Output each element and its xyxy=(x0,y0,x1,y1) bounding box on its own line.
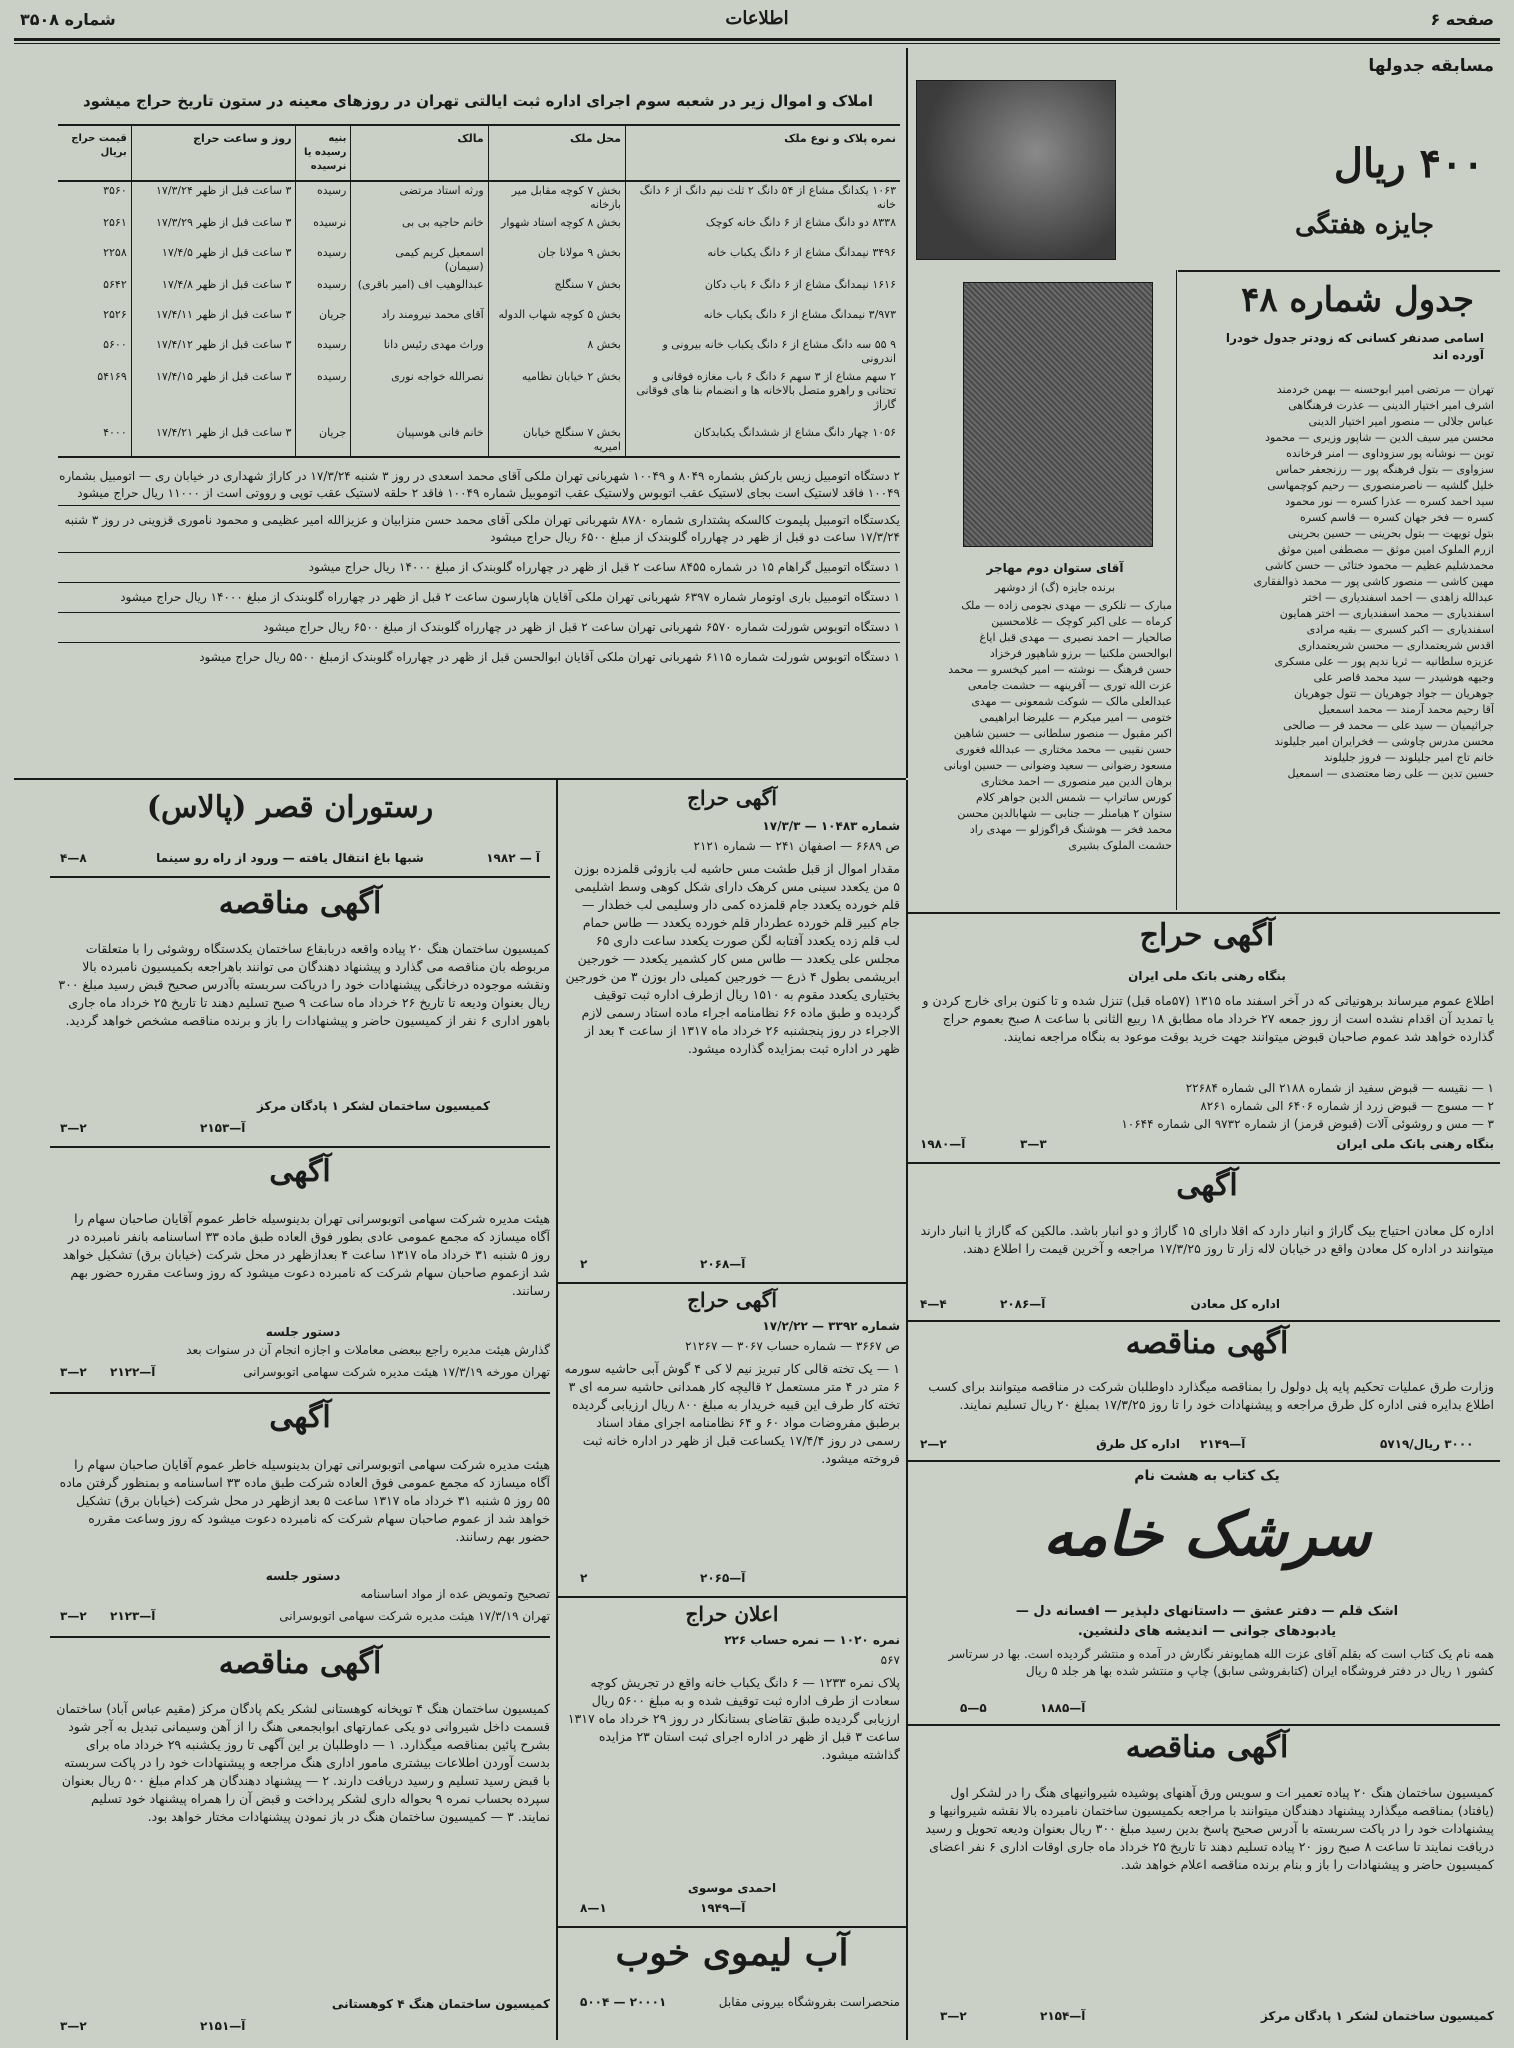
auction-note: یکدستگاه اتومبیل پلیموت کالسکه پشتداری شماره ۸۷۸۰ شهربانی تهران ملکی آقای محمد حسن منزابیان و عزیزالله امیر عظیمی و محمود ناموری قزوینی در روز ۳ شنبه ۱۷/۳/۲۴ ساعت دو قبل از ظهر در چهارراه گلوبندک از مبلغ ۶۵۰۰ ریال حراج میشود xyxy=(58,506,900,553)
table-cell: ۵۶۴۲ xyxy=(103,278,127,291)
photo-subcaption: برنده جایزه (گ) از دوشهر xyxy=(994,581,1116,594)
bank-auction-subtitle: بنگاه رهنی بانک ملی ایران xyxy=(1128,969,1286,983)
bank-auction-item: ۳ — مس و روشوئی آلات (قبوض قرمز) از شماره ۹۷۳۲ الی شماره ۱۰۶۴۴ xyxy=(1121,1117,1494,1131)
notice-2-title: آگهی xyxy=(269,1400,331,1435)
solver-line: توبن — نوشانه پور سزوداوی — امنر فرخانده xyxy=(1286,447,1494,460)
table-cell: بخش ۲ خیابان نظامیه xyxy=(488,368,625,424)
table-row xyxy=(58,424,900,456)
table-cell: رسیده xyxy=(296,181,351,214)
puzzle-table-title: جدول شماره ۴۸ xyxy=(1241,280,1474,320)
auction-note: ۱ دستگاه اتوبوس شورلت شماره ۶۱۱۵ شهربانی تهران ملکی آقایان ابوالحسن قبل از ظهر در چهارراه گلوبندک ازمبلغ ۵۵۰۰ ریال حراج میشود xyxy=(199,650,900,664)
solver-line: خلیل گلشیه — ناصرمنصوری — رحیم کوچمهاسی xyxy=(1267,479,1494,492)
winner-photo xyxy=(963,282,1153,547)
table-cell: ۱۰۵۶ چهار دانگ مشاع از ششدانگ یکبابدکان xyxy=(625,424,900,456)
section-rule xyxy=(908,1162,1500,1164)
solver-line: مبارک — تلکری — مهدی نجومی زاده — ملک xyxy=(961,599,1172,612)
table-cell: ۴۰۰۰ xyxy=(103,426,127,439)
auction-ad-1 xyxy=(564,786,900,810)
table-cell: خانم فانی هوسپیان xyxy=(351,424,488,456)
notice-2-agenda: تصحیح وتمویض عده از مواد اساسنامه xyxy=(360,1587,550,1601)
ad-code: آ—۲۱۵۳ xyxy=(200,1121,246,1135)
notice-1-title: آگهی xyxy=(269,1154,331,1189)
solver-line: تهران — مرتضی امیر ابوحسنه — بهمن خردمند xyxy=(1276,383,1494,396)
prize-label: جایزه هفتگی xyxy=(1295,210,1434,240)
ad-range: ۴—۴ xyxy=(920,1297,947,1311)
section-rule xyxy=(908,1724,1500,1726)
solver-line: ابوالحسن ملکنیا — برزو شاهپور فرخزاد xyxy=(989,647,1172,660)
auction-note: ۲ دستگاه اتومبیل زیس بارکش بشماره ۸۰۴۹ و ۱۰۰۴۹ شهربانی تهران ملکی آقای محمد اسعدی در روز ۳ شنبه ۱۷/۳/۲۴ در کاراژ شهداری در خیابان ری — اتومبیل بشماره ۱۰۰۴۹ فاقد لاستیک است بجای لاستیک عقب اتوبوس ولاستیک عقب اتوموبیل شماره ۱۰۰۴۹ فاقد ۲ حلقه لاستیک عقب توپی و رووتی است از ۱۱۰۰۰ ریال حراج میشود xyxy=(58,465,900,506)
ad-range: ۲—۳ xyxy=(60,1609,87,1623)
ad-code: آ—۲۱۴۹ xyxy=(1200,1437,1246,1451)
table-row xyxy=(58,244,900,276)
solver-line: حسین تدین — علی رضا معتضدی — اسمعیل xyxy=(1287,767,1494,780)
solver-line: بتول تویهت — بتول بحرینی — حسین بحرینی xyxy=(1287,527,1494,540)
table-row xyxy=(58,306,900,336)
ad-range: ۲—۳ xyxy=(60,2019,87,2033)
ad-code: آ—۲۱۲۲ xyxy=(110,1365,156,1379)
table-cell: رسیده xyxy=(296,244,351,276)
solver-line: سزواوی — بتول فرهنگه پور — رزنجعفر حماس xyxy=(1275,463,1494,476)
tender-1-sign: کمیسیون ساختمان لشکر ۱ پادگان مرکز xyxy=(256,1099,490,1113)
table-cell: ۸۳۳۸ دو دانگ مشاع از ۶ دانگ خانه کوچک xyxy=(625,214,900,244)
solver-line: وجیهه هوشیدر — سید محمد قاصر علی xyxy=(1313,671,1494,684)
auction-ad-1-number: شماره ۱۰۴۸۳ — ۱۷/۳/۳ xyxy=(762,819,900,833)
notice-2-sign: تهران ۱۷/۳/۱۹ هیئت مدیره شرکت سهامی اتوبوسرانی xyxy=(279,1609,550,1623)
table-cell: بخش ۸ xyxy=(488,336,625,368)
section-rule xyxy=(50,1392,550,1394)
table-cell: ۲ سهم مشاع از ۳ سهم ۶ دانگ ۶ باب مغازه فوقانی و تحتانی و راهرو متصل بالاخانه ها و انضمام بنا های فوقانی گاراژ xyxy=(625,368,900,424)
solver-line: صالحیار — احمد نصیری — مهدی قبل ایاغ xyxy=(979,631,1172,644)
mines-notice-body: اداره کل معادن احتیاج بیک گاراژ و انبار دارد که اقلا دارای ۱۵ گاراژ و دو انبار باشد. مالکین که گاراژ یا انبار دارند میتوانند در اداره کل معادن واقع در خیابان لاله زار تا روز ۱۷/۳/۲۵ مراجعه و آخرین قیمت را اطلاع دهند. xyxy=(920,1223,1494,1256)
section-rule xyxy=(50,1146,550,1148)
table-cell: رسیده xyxy=(296,336,351,368)
auction-table-header-row xyxy=(58,126,900,181)
solver-line: اقدس شریعتمداری — محسن شریعتمداری xyxy=(1298,639,1494,652)
book-ad-names: یادبودهای جوانی — اندیشه های دلنشین. xyxy=(1077,1624,1337,1639)
solver-line: کورس ساتراپ — شمس الدین جواهر کلام xyxy=(976,791,1172,804)
header-rule xyxy=(14,38,1500,41)
ad-code: آ—۱۹۴۹ xyxy=(700,1901,746,1915)
solver-line: جوهریان — جواد جوهریان — تتول جوهریان xyxy=(1293,687,1494,700)
bank-auction-item: ۱ — نقیسه — قبوض سفید از شماره ۲۱۸۸ الی شماره ۲۲۶۸۴ xyxy=(1185,1081,1494,1095)
newspaper-name: اطلاعات xyxy=(725,8,789,29)
solver-line: آقا رحیم محمد آرمند — محمد اسمعیل xyxy=(1318,703,1494,716)
solver-line: عبدالعلی مالک — شوکت شمعونی — مهدی xyxy=(971,695,1172,708)
restaurant-title: رستوران قصر (پالاس) xyxy=(146,790,434,825)
auction-notes xyxy=(58,465,900,672)
table-cell: ۲۵۶۱ xyxy=(103,216,127,229)
table-cell: ۳۴۹۶ نیمدانگ مشاع از ۶ دانگ یکباب خانه xyxy=(625,244,900,276)
auction-ad-1-body: مقدار اموال از قبل طشت مس حاشیه لب بازوئی قلمزده بوزن ۵ من یکعدد سینی مس کرهک دارای شکل کوهی وسط اشلیمی قلم خورده یکعدد جام قلمزده کمی دار وسلیمی لب خطدار — جام کبیر قلم خورده عطردار قلم خورده یکعدد — طاس حمام لب قلم زده یکعدد آفتابه لگن صورت یکعدد ساعت داری ۶۵ مجلس علی یکعدد — طاس مس کار کشمیر یکعدد — خورجین ابریشمی بطول ۴ ذرع — خورجین کمیلی دار بوزن ۳ من خورجین بختیاری یکعدد مقوم به ۱۵۱۰ ریال ازطرف اداره ثبت توقیف گردیده و طبق ماده ۶۶ نظامنامه اجراء ماده استاد رسمی لازم الاجراء در روز پنجشنبه ۲۶ خرداد ماه ۱۳۱۷ از ساعت ۴ بعد از ظهر در اداره ثبت بمزایده گذارده میشود. xyxy=(565,861,900,1056)
table-cell: نرسیده xyxy=(296,214,351,244)
section-rule xyxy=(50,1636,550,1638)
table-cell: ۲۲۵۸ xyxy=(103,246,127,259)
mines-notice-sign: اداره کل معادن xyxy=(1190,1297,1280,1311)
section-rule xyxy=(908,1320,1500,1322)
ad-code: آ—۲۰۸۶ xyxy=(1000,1297,1046,1311)
roads-tender-extra: ۳۰۰۰ ریال/۵۷۱۹ xyxy=(1380,1437,1474,1451)
auction-note: ۱ دستگاه اتومبیل باری اوتومار شماره ۶۳۹۷ شهربانی تهران ملکی آقایان هاپارسون ساعت ۲ قبل از ظهر در چهارراه گلوبندک از مبلغ ۱۴۰۰۰ ریال حراج میشود xyxy=(58,583,900,613)
table-cell: ۳ ساعت قبل از ظهر ۱۷/۳/۲۴ xyxy=(131,181,296,214)
solver-line: اسفندیاری — محمد اسفندیاری — اختر همایون xyxy=(1279,607,1494,620)
table-cell: ۱۰۶۳ یکدانگ مشاع از ۵۴ دانگ ۲ ثلث نیم دانگ از ۶ دانگ خانه xyxy=(625,181,900,214)
solver-line: جراثیمیان — سید علی — محمد فر — صالحی xyxy=(1283,719,1494,732)
solvers-list-2 xyxy=(916,598,1172,854)
solver-line: محسن میر سیف الدین — شاپور وزیری — محمود xyxy=(1265,431,1494,444)
ad-code: آ—۲۰۶۵ xyxy=(700,1571,746,1585)
ad-range: ۲ xyxy=(580,1571,588,1585)
table-row xyxy=(58,181,900,214)
table-cell: عبدالوهیب اف (امیر باقری) xyxy=(351,276,488,306)
table-cell: جریان xyxy=(296,306,351,336)
column-divider xyxy=(556,780,558,2040)
book-ad-title: سرشک خامه xyxy=(1043,1500,1371,1570)
solver-line: محسن مدرس چاوشی — فخرایران امیر جلیلوند xyxy=(1274,735,1494,748)
table-cell: جریان xyxy=(296,424,351,456)
col-header: نمره پلاک و نوع ملک xyxy=(625,126,900,181)
ad-range: ۵—۵ xyxy=(960,1701,987,1715)
prize-amount: ۴۰۰ ریال xyxy=(1333,140,1484,187)
section-rule xyxy=(908,1460,1500,1462)
bank-auction-sign: بنگاه رهنی بانک ملی ایران xyxy=(1336,1137,1494,1151)
solver-line: ازرم الملوک امین موثق — مصطفی امین موثق xyxy=(1278,543,1494,556)
auction-ad-3-title: اعلان حراج xyxy=(685,1602,779,1626)
roads-tender-sign: اداره کل طرق xyxy=(1096,1437,1180,1451)
solver-line: برهان الدین میر منصوری — احمد مختاری xyxy=(980,775,1172,788)
puzzle-inner-divider xyxy=(1176,270,1177,910)
bank-auction-item: ۲ — مسوج — قبوض زرد از شماره ۶۴۰۶ الی شماره ۸۲۶۱ xyxy=(1200,1099,1494,1113)
table-cell: ۳۵۶۰ xyxy=(103,184,127,197)
col-header: محل ملک xyxy=(488,126,625,181)
notice-2-body: هیئت مدیره شرکت سهامی اتوبوسرانی تهران بدینوسیله خاطر عموم آقایان صاحبان سهام را آگاه میسازد که مجمع عمومی فوق العاده شرکت طبق ماده ۳۳ اساسنامه و بمنظور گرفتن ماده ۵۵ روز ۵ شنبه ۳۱ خرداد ماه ۱۳۱۷ ساعت ۵ بعد ازظهر در محل شرکت (خیابان برق) تشکیل خواهد شد از عموم صاحبان سهام شرکت که نامبرده دعوت میشود که روز وساعت مقرره حضور بهم رسانند. xyxy=(59,1457,550,1544)
tender-3-sign: کمیسیون ساختمان لشکر ۱ پادگان مرکز xyxy=(1260,2009,1494,2023)
solver-line: عزیزه سلطانیه — ثریا ندیم پور — علی مسکری xyxy=(1274,655,1494,668)
auction-ad-1-title: آگهی حراج xyxy=(687,786,777,810)
table-cell: وراث مهدی رئیس دانا xyxy=(351,336,488,368)
col-header: قیمت حراج بریال xyxy=(58,126,131,181)
ad-range: ۲—۳ xyxy=(60,1365,87,1379)
ad-range: ۳—۳ xyxy=(1020,1137,1047,1151)
section-rule xyxy=(50,876,550,878)
auction-table xyxy=(58,124,900,458)
table-row xyxy=(58,214,900,244)
solver-line: خانم تاج امیر جلیلوند — فروز جلیلوند xyxy=(1323,751,1494,764)
solver-line: کسره — فخر جهان کسره — قاسم کسره xyxy=(1300,511,1494,524)
solver-line: محمد فخر — هوشنگ قراگوزلو — مهدی راد xyxy=(969,823,1172,836)
restaurant-subtitle: شبها باغ انتقال یافته — ورود از راه رو سینما xyxy=(156,851,424,865)
mines-notice-title: آگهی xyxy=(1176,1168,1238,1203)
solver-line: حشمت الملوک بشیری xyxy=(1068,839,1172,852)
solver-line: مسعود رضوانی — سعید وضوانی — حسین اوبانی xyxy=(943,759,1172,772)
table-cell: ۵۴۱۶۹ xyxy=(97,370,127,383)
auction-ad-1-ref: ص ۶۶۸۹ — اصفهان ۲۴۱ — شماره ۲۱۲۱ xyxy=(693,839,900,853)
table-cell: بخش ۷ سنگلج خیابان امیریه xyxy=(488,424,625,456)
roads-tender-body: وزارت طرق عملیات تحکیم پایه پل دولول را بمناقصه میگذارد داوطلبان شرکت در مناقصه میتوانند برای کسب اطلاع بدایره فنی اداره کل طرق مراجعه و پیشنهادات خود را تا روز ۱۷/۳/۲۵ بمبلغ ۲۰ ریال تسلیم نمایند. xyxy=(928,1379,1494,1412)
table-cell: ۳ ساعت قبل از ظهر ۱۷/۴/۸ xyxy=(131,276,296,306)
notice-1-body: هیئت مدیره شرکت سهامی اتوبوسرانی تهران بدینوسیله خاطر عموم آقایان صاحبان سهام را آگاه میسازد که مجمع عمومی عادی بطور فوق العاده طبق ماده ۳۳ اساسنامه بانفر نامبرده در روز ۵ شنبه ۳۱ خرداد ماه ۱۳۱۷ ساعت ۴ بعدازظهر در محل شرکت (خیابان برق) تشکیل خواهد شد ازعموم صاحبان سهام شرکت که نامبرده دعوت میشود که روز وساعت مقرره حضور بهم رسانند. xyxy=(62,1211,550,1298)
table-row xyxy=(58,368,900,424)
notice-1-agenda: گذارش هیئت مدیره راجع ببعضی معاملات و اجازه انجام آن در سنوات بعد xyxy=(186,1343,550,1357)
ad-range: ۲ xyxy=(580,1257,588,1271)
cartoon-illustration xyxy=(916,80,1116,260)
ad-code: آ—۱۹۸۰ xyxy=(920,1137,966,1151)
col-header: بنیه رسیده یا نرسیده xyxy=(296,126,351,181)
table-cell: ۳ ساعت قبل از ظهر ۱۷/۴/۲۱ xyxy=(131,424,296,456)
auction-ad-2-number: شماره ۳۳۹۲ — ۱۷/۲/۲۲ xyxy=(762,1319,900,1333)
ad-range: ۲—۳ xyxy=(60,1121,87,1135)
section-rule xyxy=(558,1282,906,1284)
table-cell: اسمعیل کریم کیمی (سیمان) xyxy=(351,244,488,276)
auction-ad-3-body: پلاک نمره ۱۲۳۳ — ۶ دانگ یکباب خانه واقع در تجریش کوچه سعادت از طرف اداره ثبت توقیف شده و به مبلغ ۵۶۰۰ ریال ارزیابی گردیده طبق تقاضای بستانکار در روز ۲۹ خرداد ماه ۱۳۱۷ ساعت ۳ قبل از ظهر در اداره اجرای ثبت استان ۲۳ مزایده گذاشته میشود. xyxy=(567,1675,900,1762)
column-divider xyxy=(906,48,908,778)
solver-line: ختومی — امیر میکرم — علیرضا ابراهیمی xyxy=(979,711,1172,724)
section-rule xyxy=(14,778,906,780)
photo-caption: آقای ستوان دوم مهاجر xyxy=(986,561,1124,575)
ad-range: ۲—۲ xyxy=(920,1437,947,1451)
ad-code: آ—۲۰۶۸ xyxy=(700,1257,746,1271)
section-rule xyxy=(906,912,1500,914)
section-rule xyxy=(558,1926,906,1928)
table-cell: ۳ ساعت قبل از ظهر ۱۷/۳/۲۹ xyxy=(131,214,296,244)
tender-2-sign: کمیسیون ساختمان هنگ ۴ کوهستانی xyxy=(331,1997,550,2011)
auction-ad-2-ref: ص ۳۶۶۷ — شماره حساب ۳۰۶۷ — ۲۱۲۶۷ xyxy=(685,1339,900,1353)
solver-line: کرماه — علی اکبر کوچک — غلامحسین xyxy=(991,615,1172,628)
book-ad-names: اشک قلم — دفتر عشق — داستانهای دلپذیر — افسانه دل — xyxy=(1015,1604,1399,1619)
page-number: صفحه ۶ xyxy=(1430,10,1494,29)
table-cell: بخش ۷ کوچه مقابل میر بازخانه xyxy=(488,181,625,214)
column-divider xyxy=(906,780,908,2040)
auction-table-title: املاک و اموال زیر در شعبه سوم اجرای اداره ثبت ایالتی تهران در روزهای معینه در ستون تاریخ حراج میشود xyxy=(82,92,874,110)
ad-code: آ—۲۱۵۱ xyxy=(200,2019,246,2033)
col-header: روز و ساعت حراج xyxy=(131,126,296,181)
auction-ad-3-ref: ۵۶۷ xyxy=(880,1653,900,1667)
table-cell: ۳ ساعت قبل از ظهر ۱۷/۴/۱۲ xyxy=(131,336,296,368)
puzzle-section-title: مسابقه جدولها xyxy=(1368,56,1494,76)
solver-line: عزت الله توری — آفرینهه — حشمت جامعی xyxy=(967,679,1172,692)
table-cell: ۳ ساعت قبل از ظهر ۱۷/۴/۱۵ xyxy=(131,368,296,424)
tender-3-body: کمیسیون ساختمان هنگ ۲۰ پیاده تعمیر ات و سویس ورق آهنهای پوشیده شیروانیهای هنگ را در لشکر اول (یافتاد) بمناقصه میگذارد پیشنهاد دهندگان میتوانند با مراجعه بکمیسیون ساختمان نامبرده بالا نقشه شیروانیها و پیشنهادات خود را در پاکت سربسته با آدرس صحیح پاسخ بدین رسید مبلغ ۳۰۰ ریال بعنوان ودیعه تحویل و رسید دریافت نمایند تا ساعت ۸ صبح روز ۲۰ پیاده تسلیم دهند تا تاریخ ۲۵ خرداد ماه جاری اوقات اداری ۶ نفر اعضای کمیسیون حاضر و پیشنهادات را باز و بنام برنده مناقصه اعلام خواهد شد. xyxy=(925,1785,1494,1872)
tender-2-title: آگهی مناقصه xyxy=(218,1646,382,1681)
ad-code: آ—۱۸۸۵ xyxy=(1040,1701,1086,1715)
solver-line: محمدشلیم عظیم — محمود ختائی — حسن کاشی xyxy=(1265,559,1494,572)
table-cell: ورثه استاد مرتضی xyxy=(351,181,488,214)
table-cell: رسیده xyxy=(296,276,351,306)
lemon-ad-body: منحصراست بفروشگاه بیرونی مقابل xyxy=(718,1995,900,2009)
table-cell: ۲۵۲۶ xyxy=(103,308,127,321)
bank-auction-body: اطلاع عموم میرساند برهونیاتی که در آخر اسفند ماه ۱۳۱۵ (۵۷ماه قبل) تنزل شده و تا کنون برای خارج کردن و یا تمدید آن اقدام نشده است از روز جمعه ۲۷ خرداد ماه مطابق ۱۸ ربیع الثانی با ساعت ۸ صبح بعموم حراج گذارده خواهد شد عموم صاحبان قبوض میتوانند جهت خرید بوقت موعود به بنگاه مراجعه نمایند. xyxy=(922,993,1494,1044)
notice-2-agenda-title: دستور جلسه xyxy=(265,1569,341,1583)
solver-line: حسن فرهنگ — نوشته — امیر کیخسرو — محمد xyxy=(948,663,1172,676)
solver-line: حسن نقیبی — محمد مختاری — عبدالله فغوری xyxy=(955,743,1172,756)
bank-auction-title: آگهی حراج xyxy=(1139,918,1275,953)
table-cell: بخش ۹ مولانا جان xyxy=(488,244,625,276)
ad-code: ۲۰۰۰۱ — ۵۰۰۴ xyxy=(580,1995,667,2009)
ad-code: آ—۲۱۵۴ xyxy=(1040,2009,1086,2023)
table-row xyxy=(58,336,900,368)
table-cell: رسیده xyxy=(296,368,351,424)
table-cell: ۹ ۵۵ سه دانگ مشاع از ۶ دانگ یکباب خانه بیرونی و اندرونی xyxy=(625,336,900,368)
solver-line: ستوان ۲ هبامنلر — جنابی — شهابالدین محسن xyxy=(957,807,1172,820)
table-cell: بخش ۸ کوچه استاد شهوار xyxy=(488,214,625,244)
book-ad-body: همه نام یک کتاب است که بقلم آقای عزت الله همایونفر نگارش در آمده و منتشر گردیده است. بها در سرتاسر کشور ۱ ریال در دفتر فروشگاه ایران (کتابفروشی سابق) چاپ و منتشر شده بها هر جلد ۵ ریال xyxy=(948,1647,1494,1678)
solver-line: عبدالله زاهدی — احمد اسفندیاری — اختر xyxy=(1302,591,1494,604)
table-cell: ۱۶۱۶ نیمدانگ مشاع از ۶ دانگ ۶ باب دکان xyxy=(625,276,900,306)
lemon-ad-title: آب لیموی خوب xyxy=(615,1932,849,1974)
ad-range: ۲—۳ xyxy=(940,2009,967,2023)
book-ad-kicker: یک کتاب به هشت نام xyxy=(1134,1468,1280,1484)
ad-code: آ—۲۱۲۳ xyxy=(110,1609,156,1623)
table-cell: نصرالله خواجه نوری xyxy=(351,368,488,424)
puzzle-rule xyxy=(1178,270,1500,272)
ad-range: ۸—۴ xyxy=(60,851,87,865)
table-cell: بخش ۷ سنگلج xyxy=(488,276,625,306)
auction-note: ۱ دستگاه اتومبیل گراهام ۱۵ در شماره ۸۴۵۵ ساعت ۲ قبل از ظهر در چهارراه گلوبندک از مبلغ ۱۴۰۰۰ ریال حراج میشود xyxy=(58,553,900,583)
tender-3-title: آگهی مناقصه xyxy=(1125,1730,1289,1765)
table-cell: ۳/۹۷۳ نیمدانگ مشاع از ۶ دانگ یکباب خانه xyxy=(625,306,900,336)
ad-code: آ — ۱۹۸۲ xyxy=(486,851,540,865)
solvers-heading: اسامی صدنفر کسانی که زودتر جدول خودرا آورده اند xyxy=(1225,331,1484,362)
solver-line: اکبر مقبول — منصور سلطانی — حسین شاهین xyxy=(953,727,1172,740)
section-rule xyxy=(558,1596,906,1598)
tender-1-title: آگهی مناقصه xyxy=(218,886,382,921)
solver-line: سید احمد کسره — عذرا کسره — نور محمود xyxy=(1285,495,1494,508)
solver-line: عباس جلالی — منصور امیر اختیار الدینی xyxy=(1308,415,1494,428)
table-cell: ۳ ساعت قبل از ظهر ۱۷/۴/۵ xyxy=(131,244,296,276)
table-cell: خانم حاجیه بی بی xyxy=(351,214,488,244)
auction-note: ۱ دستگاه اتوبوس شورلت شماره ۶۵۷۰ شهربانی تهران ساعت ۲ قبل از ظهر در چهارراه گلوبندک از مبلغ ۶۵۰۰ ریال حراج میشود xyxy=(58,613,900,643)
auction-ad-3-number: نمره ۱۰۲۰ — نمره حساب ۲۲۶ xyxy=(724,1633,900,1647)
ad-range: ۱—۸ xyxy=(580,1901,607,1915)
auction-ad-2-body: ۱ — یک تخته قالی کار تبریز نیم لا کی ۴ گوش آبی حاشیه سورمه ۶ متر در ۴ متر مستعمل ۲ قالیچه کار همدانی حاشیه سرمه ای ۳ تخته کار طرف این قبیه خریدار به مبلغ ۸۰۰ ریال ارزیابی گردیده برطبق مفروضات مواد ۶۰ و ۶۴ نظامنامه اجرای مفاد اسناد رسمی در روز ۱۷/۴/۴ یکساعت قبل از ظهر در اداره خانه ثبت فروخته میشود. xyxy=(564,1361,900,1466)
table-row xyxy=(58,276,900,306)
solver-line: اشرف امیر اختیار الدینی — عذرت فرهنگاهی xyxy=(1288,399,1494,412)
tender-1-body: کمیسیون ساختمان هنگ ۲۰ پیاده واقعه دربابقاع ساختمان یکدستگاه روشوئی را با متعلقات مربوطه بان مناقصه می گذارد و پیشنهاد دهندگان می توانند باهراجعه بکمیسیون نامبرده بالا ونقشه موجوده درخانگی پیشنهادات خود را دریاکت سربسته باآدرس صحیح قبض رسید مبلغ ۳۰۰ ریال بعنوان ودیعه تا تاریخ ۲۶ خرداد ماه ساعت ۹ صبح تسلیم دهند تا تاریخ ۲۵ خرداد ماه جاری باهور اداری ۶ نفر از کمیسیون حاضر و پیشنهادات را باز و برنده مناقصه مشخص خواهد گردید. xyxy=(58,941,550,1028)
header-rule-thin xyxy=(14,43,1500,44)
roads-tender-title: آگهی مناقصه xyxy=(1125,1326,1289,1361)
table-cell: آقای محمد نیرومند راد xyxy=(351,306,488,336)
auction-ad-2-title: آگهی حراج xyxy=(687,1288,777,1312)
table-cell: ۵۶۰۰ xyxy=(103,338,127,351)
notice-1-sign: تهران مورخه ۱۷/۳/۱۹ هیئت مدیره شرکت سهامی اتوبوسرانی xyxy=(243,1365,550,1379)
col-header: مالک xyxy=(351,126,488,181)
auction-ad-3-sign: احمدی موسوی xyxy=(687,1881,777,1895)
issue-number: شماره ۳۵۰۸ xyxy=(20,10,116,29)
solvers-list xyxy=(1194,382,1494,782)
table-cell: بخش ۵ کوچه شهاب الدوله xyxy=(488,306,625,336)
notice-1-agenda-title: دستور جلسه xyxy=(265,1325,341,1339)
solver-line: اسفندیاری — اکبر کسبری — بقیه مرادی xyxy=(1306,623,1494,636)
solver-line: مهین کاشی — منصور کاشی پور — محمد ذوالفقاری xyxy=(1253,575,1494,588)
table-cell: ۳ ساعت قبل از ظهر ۱۷/۴/۱۱ xyxy=(131,306,296,336)
tender-2-body: کمیسیون ساختمان هنگ ۴ توپخانه کوهستانی لشکر یکم پادگان مرکز (مقیم عباس آباد) ساختمان قسمت داخل شیروانی دو یکی عمارتهای ابوابجمعی هنگ را از آهن وسیمانی تبدیل به آجر شود بشرح پائین بمناقصه میگذارد. ۱ — داوطلبان بر این آگهی تا روز یکشنبه ۲۹ خرداد ماه برای بدست آوردن اطلاعات بیشتری مامور اداری هنگ مراجعه و پیشنهادات خود را در پاکت سربسته با قبض رسید تسلیم و رسید دریافت دارند. ۲ — پیشنهاد دهندگان هر کدام مبلغ ۵۰۰ ریال بعنوان سپرده بحساب نمره ۹ بحواله داری لشکر پرداخت و قبض آن را همراه پیشنهاد خود تسلیم نمایند. ۳ — کمیسیون ساختمان هنگ در باز نمودن پیشنهادات مختار خواهد بود. xyxy=(56,1701,550,1824)
